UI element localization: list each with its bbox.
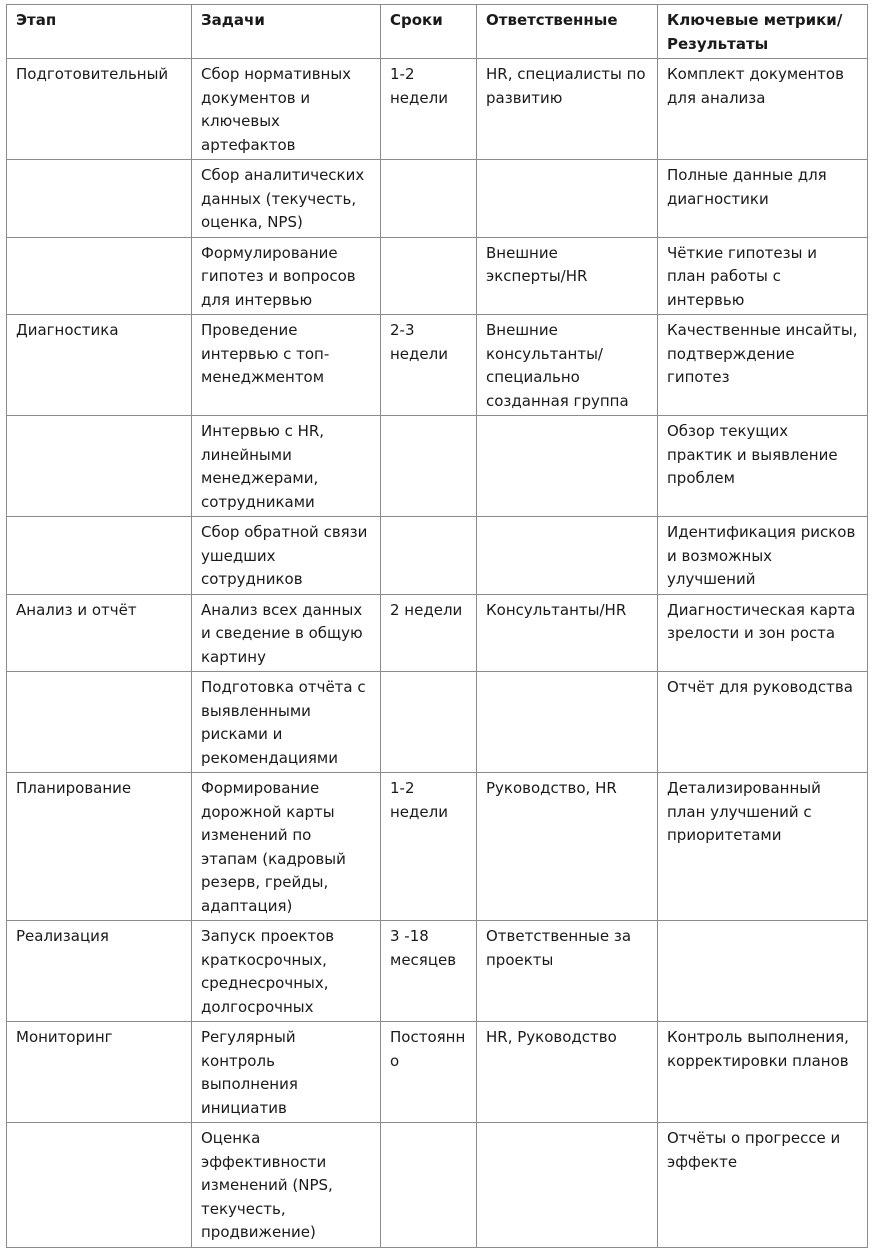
stage-cell — [7, 1123, 192, 1248]
tasks-cell-text: Формирование дорожной карты изменений по этапам (кадровый резерв, грейды, адаптация) — [201, 779, 346, 915]
timeline-cell — [381, 773, 477, 921]
table-row — [7, 594, 868, 672]
table-row — [7, 672, 868, 773]
stage-cell-text: Анализ и отчёт — [16, 600, 137, 619]
metrics-cell — [658, 672, 868, 773]
responsible-cell-text: Руководство, HR — [486, 779, 617, 797]
responsible-cell — [477, 594, 658, 672]
table-row — [7, 517, 868, 595]
stage-cell-text: Планирование — [16, 779, 132, 797]
metrics-cell-text: Полные данные для диагностики — [667, 166, 827, 208]
tasks-cell-text: Интервью с HR, линейными менеджерами, сотрудниками — [201, 422, 325, 511]
metrics-cell-text: Диагностическая карта зрелости и зон роста — [667, 600, 856, 642]
stage-cell — [7, 237, 192, 315]
tasks-cell — [192, 237, 381, 315]
metrics-cell-text: Идентификация рисков и возможных улучшений — [667, 523, 856, 588]
table-row — [7, 921, 868, 1022]
responsible-cell — [477, 773, 658, 921]
timeline-cell-text: 1-2 недели — [390, 779, 448, 821]
timeline-cell-text: Постоянно — [390, 1028, 466, 1070]
responsible-cell — [477, 160, 658, 238]
tasks-cell-text: Подготовка отчёта с выявленными рисками и рекомендациями — [201, 678, 366, 767]
responsible-cell — [477, 1022, 658, 1123]
responsible-cell-text: Внешние консультанты/специально созданная группа — [486, 321, 629, 410]
tasks-cell — [192, 672, 381, 773]
metrics-cell — [658, 59, 868, 160]
table-row — [7, 237, 868, 315]
tasks-cell — [192, 773, 381, 921]
tasks-cell — [192, 921, 381, 1022]
tasks-cell — [192, 594, 381, 672]
metrics-cell — [658, 1123, 868, 1248]
timeline-cell — [381, 237, 477, 315]
stage-cell — [7, 416, 192, 517]
metrics-cell — [658, 160, 868, 238]
metrics-cell — [658, 773, 868, 921]
tasks-cell — [192, 160, 381, 238]
responsible-cell — [477, 921, 658, 1022]
table-row — [7, 160, 868, 238]
timeline-cell — [381, 594, 477, 672]
plan-table — [6, 4, 868, 1248]
responsible-cell — [477, 237, 658, 315]
tasks-cell — [192, 59, 381, 160]
header-tasks: Задачи — [192, 5, 381, 59]
timeline-cell — [381, 160, 477, 238]
stage-cell-text: Подготовительный — [16, 65, 169, 83]
stage-cell-text: Реализация — [16, 927, 109, 945]
tasks-cell — [192, 1022, 381, 1123]
metrics-cell-text: Контроль выполнения, корректировки планов — [667, 1028, 849, 1070]
metrics-cell — [658, 594, 868, 672]
stage-cell-text: Диагностика — [16, 321, 119, 339]
timeline-cell-text: 3 -18 месяцев — [390, 927, 457, 969]
responsible-cell — [477, 416, 658, 517]
tasks-cell-text: Регулярный контроль выполнения инициатив — [201, 1028, 298, 1117]
tasks-cell-text: Формулирование гипотез и вопросов для интервью — [201, 243, 356, 309]
metrics-cell — [658, 237, 868, 315]
timeline-cell — [381, 416, 477, 517]
metrics-cell-text: Детализированный план улучшений с приоритетами — [667, 779, 821, 844]
timeline-cell-text: 2-3 недели — [390, 321, 448, 363]
stage-cell — [7, 773, 192, 921]
table-body — [7, 59, 868, 1248]
stage-cell — [7, 517, 192, 595]
metrics-cell-text: Качественные инсайты, подтверждение гипотез — [667, 321, 858, 386]
stage-cell — [7, 315, 192, 416]
metrics-cell-text: Отчёт для руководства — [667, 678, 853, 696]
tasks-cell-text: Сбор обратной связи ушедших сотрудников — [201, 523, 368, 588]
timeline-cell — [381, 315, 477, 416]
stage-cell — [7, 59, 192, 160]
stage-cell — [7, 594, 192, 672]
metrics-cell — [658, 315, 868, 416]
responsible-cell — [477, 315, 658, 416]
metrics-cell — [658, 921, 868, 1022]
tasks-cell — [192, 1123, 381, 1248]
responsible-cell — [477, 59, 658, 160]
stage-cell — [7, 1022, 192, 1123]
metrics-cell-text: Отчёты о прогрессе и эффекте — [667, 1129, 841, 1171]
timeline-cell — [381, 921, 477, 1022]
responsible-cell-text: Консультанты/HR — [486, 600, 627, 619]
stage-cell — [7, 921, 192, 1022]
tasks-cell — [192, 416, 381, 517]
responsible-cell-text: Ответственные за проекты — [486, 927, 632, 969]
responsible-cell-text: Внешние эксперты/HR — [486, 243, 588, 285]
timeline-cell — [381, 1022, 477, 1123]
table-row — [7, 1022, 868, 1123]
table-row — [7, 315, 868, 416]
metrics-cell — [658, 517, 868, 595]
table-header-row — [7, 5, 868, 59]
stage-cell-text: Мониторинг — [16, 1028, 113, 1046]
responsible-cell — [477, 517, 658, 595]
timeline-cell — [381, 672, 477, 773]
responsible-cell-text: HR, Руководство — [486, 1028, 617, 1046]
header-stage: Этап — [7, 5, 192, 59]
tasks-cell — [192, 315, 381, 416]
tasks-cell-text: Проведение интервью с топ-менеджментом — [201, 321, 330, 386]
responsible-cell — [477, 672, 658, 773]
tasks-cell-text: Сбор аналитических данных (текучесть, оценка, NPS) — [201, 166, 365, 231]
tasks-cell-text: Анализ всех данных и сведение в общую картину — [201, 600, 363, 666]
timeline-cell-text: 1-2 недели — [390, 65, 448, 107]
metrics-cell — [658, 1022, 868, 1123]
table-row — [7, 1123, 868, 1248]
header-metrics: Ключевые метрики/Результаты — [658, 5, 868, 59]
timeline-cell — [381, 517, 477, 595]
timeline-cell-text: 2 недели — [390, 600, 463, 619]
tasks-cell-text: Запуск проектов краткосрочных, среднесрочных, долгосрочных — [201, 927, 335, 1016]
metrics-cell-text: Комплект документов для анализа — [667, 65, 844, 107]
table-row — [7, 773, 868, 921]
metrics-cell — [658, 416, 868, 517]
header-timeline: Сроки — [381, 5, 477, 59]
tasks-cell — [192, 517, 381, 595]
metrics-cell-text: Чёткие гипотезы и план работы с интервью — [667, 243, 817, 309]
header-responsible: Ответственные — [477, 5, 658, 59]
metrics-cell-text: Обзор текущих практик и выявление проблем — [667, 422, 838, 487]
timeline-cell — [381, 1123, 477, 1248]
stage-cell — [7, 160, 192, 238]
table-row — [7, 416, 868, 517]
responsible-cell — [477, 1123, 658, 1248]
responsible-cell-text: HR, специалисты по развитию — [486, 65, 646, 107]
tasks-cell-text: Оценка эффективности изменений (NPS, текучесть, продвижение) — [201, 1129, 333, 1241]
stage-cell — [7, 672, 192, 773]
tasks-cell-text: Сбор нормативных документов и ключевых артефактов — [201, 65, 352, 154]
timeline-cell — [381, 59, 477, 160]
table-row — [7, 59, 868, 160]
